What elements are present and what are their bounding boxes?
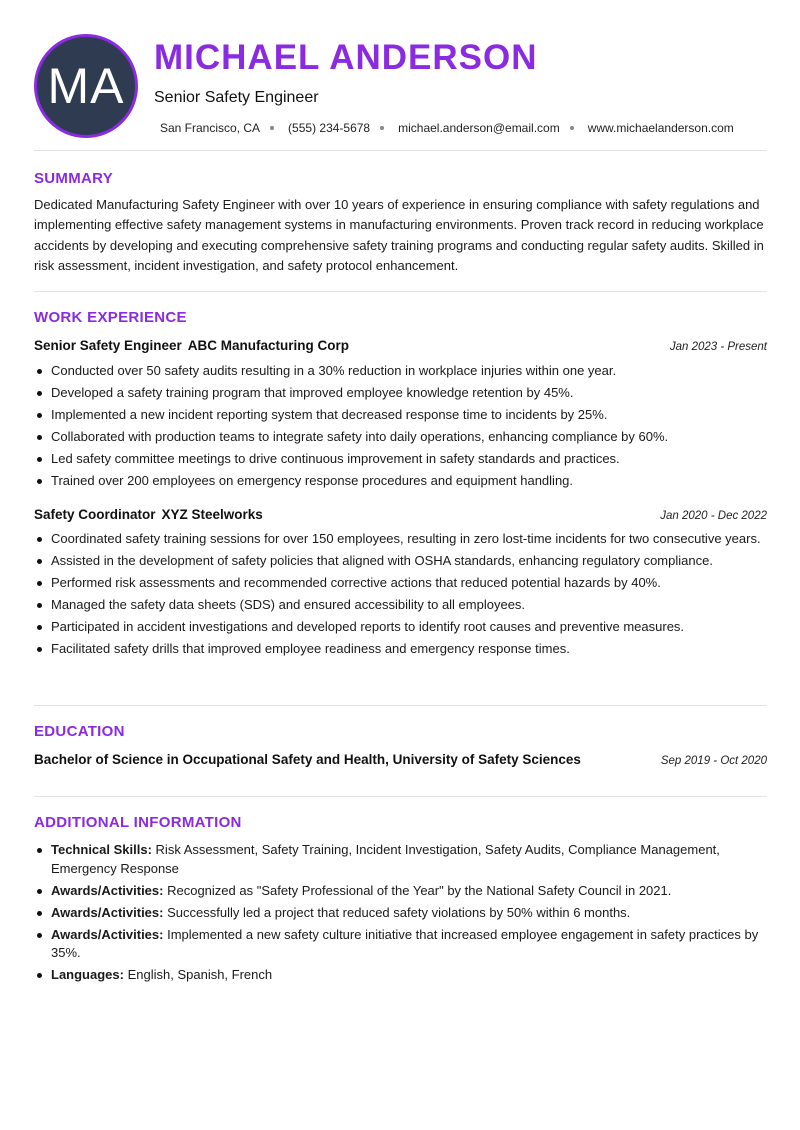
item-text: Implemented a new safety culture initiative that increased employee engagement in safety practices by 35%. [51, 926, 759, 961]
section-divider [34, 291, 767, 292]
job-role-line [34, 507, 263, 522]
job-role-line [34, 338, 349, 353]
job-header [34, 507, 767, 522]
avatar [34, 34, 138, 138]
list-item: Facilitated safety drills that improved employee readiness and emergency response times. [34, 640, 767, 659]
section-divider [34, 150, 767, 151]
list-item: Implemented a new incident reporting system that decreased response time to incidents by 25%. [34, 406, 767, 425]
education-dates: Sep 2019 - Oct 2020 [660, 755, 767, 767]
experience-heading: WORK EXPERIENCE [34, 309, 187, 326]
contact-phone: (555) 234-5678 [288, 121, 371, 135]
list-item: Managed the safety data sheets (SDS) and ensured accessibility to all employees. [34, 596, 767, 615]
list-item [34, 904, 767, 923]
item-text: English, Spanish, French [127, 967, 273, 983]
list-item: Conducted over 50 safety audits resulting in a 30% reduction in workplace injuries within one year. [34, 362, 767, 381]
additional-list [34, 841, 767, 988]
summary-heading: SUMMARY [34, 170, 114, 187]
item-text: Risk Assessment, Safety Training, Incident Investigation, Safety Audits, Compliance Management, Emergency Response [51, 842, 720, 876]
list-item: Participated in accident investigations and developed reports to identify root causes and preventive measures. [34, 618, 767, 637]
additional-heading: ADDITIONAL INFORMATION [34, 814, 242, 831]
summary-text: Dedicated Manufacturing Safety Engineer with over 10 years of experience in ensuring compliance with safety regulations and implementing effective safety management systems in manufacturing environments. Proven track record in reducing workplace accidents by developing and executing comprehensive safety training programs and conducting regular safety audits. Skilled in risk assessment, incident investigation, and safety protocol enhancement. [34, 197, 764, 273]
job-dates: Jan 2023 - Present [669, 341, 767, 353]
candidate-name: MICHAEL ANDERSON [154, 38, 538, 77]
list-item: Coordinated safety training sessions for over 150 employees, resulting in zero lost-time incidents for two consecutive years. [34, 530, 767, 549]
job-header [34, 338, 767, 353]
item-label: Technical Skills: [51, 842, 152, 857]
list-item [34, 882, 767, 901]
list-item [34, 926, 767, 963]
education-entry [34, 752, 767, 767]
contact-location: San Francisco, CA [160, 121, 261, 135]
separator-dot [270, 126, 274, 130]
education-heading: EDUCATION [34, 723, 125, 740]
job-dates: Jan 2020 - Dec 2022 [660, 510, 767, 522]
list-item: Led safety committee meetings to drive continuous improvement in safety standards and practices. [34, 450, 767, 469]
item-label: Languages: [51, 967, 124, 983]
list-item: Developed a safety training program that improved employee knowledge retention by 45%. [34, 384, 767, 403]
item-text: Recognized as "Safety Professional of the Year" by the National Safety Council in 2021. [167, 882, 672, 898]
avatar-initials: MA [47, 58, 125, 114]
contact-website[interactable]: www.michaelanderson.com [587, 121, 734, 135]
list-item: Performed risk assessments and recommended corrective actions that reduced potential hazards by 40%. [34, 574, 767, 593]
job-role: Senior Safety Engineer [34, 338, 182, 353]
job-role: Safety Coordinator [34, 507, 156, 522]
education-degree: Bachelor of Science in Occupational Safety and Health, University of Safety Sciences [34, 752, 581, 767]
item-label: Awards/Activities: [51, 904, 164, 920]
contact-bar [160, 121, 734, 135]
job-company: ABC Manufacturing Corp [187, 338, 350, 353]
job-company: XYZ Steelworks [161, 507, 263, 522]
list-item: Trained over 200 employees on emergency response procedures and equipment handling. [34, 472, 767, 491]
section-divider [34, 796, 767, 797]
job-bullets [34, 362, 767, 495]
separator-dot [380, 126, 384, 130]
list-item: Assisted in the development of safety policies that aligned with OSHA standards, enhancing regulatory compliance. [34, 552, 767, 571]
candidate-title: Senior Safety Engineer [154, 89, 319, 106]
separator-dot [570, 126, 574, 130]
item-text: Successfully led a project that reduced safety violations by 50% within 6 months. [167, 904, 631, 920]
list-item [34, 966, 767, 985]
list-item [34, 841, 767, 878]
contact-email[interactable]: michael.anderson@email.com [398, 121, 560, 135]
item-label: Awards/Activities: [51, 926, 164, 942]
item-label: Awards/Activities: [51, 882, 164, 898]
job-bullets [34, 530, 767, 663]
list-item: Collaborated with production teams to integrate safety into daily operations, enhancing compliance by 60%. [34, 428, 767, 447]
section-divider [34, 705, 767, 706]
